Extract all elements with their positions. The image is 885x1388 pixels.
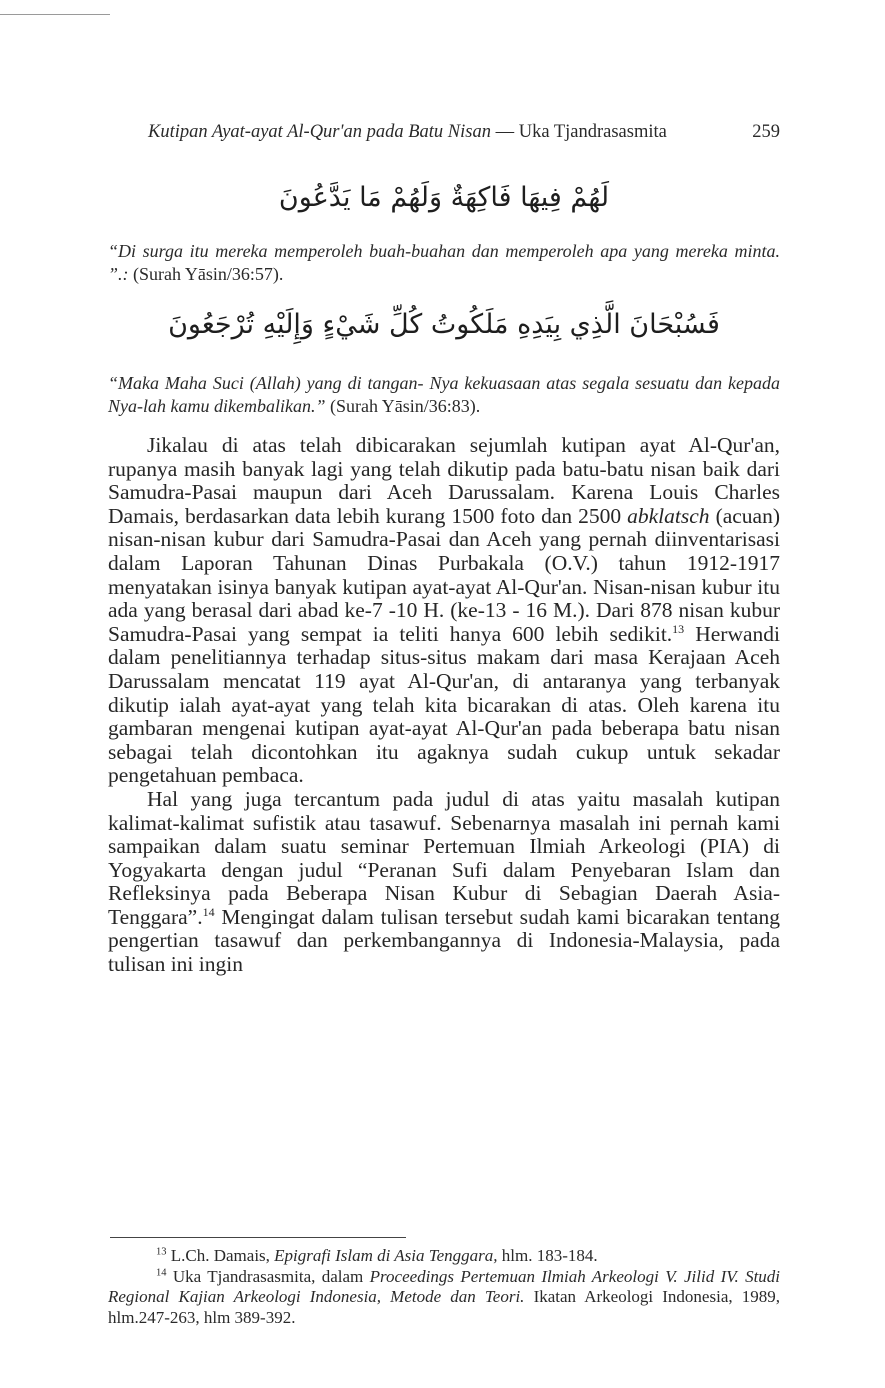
footnote-14-rest: Ikatan Arkeologi Indonesia, 1989, hlm.247-263, hlm 389-392. [108, 1287, 780, 1327]
footnote-13-number: 13 [156, 1246, 167, 1258]
term-abklatsch: abklatsch [627, 503, 710, 528]
paragraph-2-part-a: Hal yang juga tercantum pada judul di atas yaitu masalah kutipan kalimat-kalimat sufistik atau tasawuf. Sebenarnya masalah ini pernah kami sampaikan dalam suatu seminar Pertemuan Ilmiah Arkeologi (PIA) di Yogyakarta dengan judul “Peranan Sufi dalam Penyebaran Islam dan Refleksinya pada Beberapa Nisan Kubur di Sebagian Daerah Asia-Tenggara”. [108, 786, 780, 929]
footnote-ref-13[interactable]: 13 [672, 621, 685, 636]
quran-verse-arabic-2: فَسُبْحَانَ الَّذِي بِيَدِهِ مَلَكُوتُ كُلِّ شَيْءٍ وَإِلَيْهِ تُرْجَعُونَ [168, 309, 720, 340]
verse-translation-1-text: “Di surga itu mereka memperoleh buah-buahan dan memperoleh apa yang mereka minta. ”.: [108, 241, 780, 284]
footnote-14 [108, 1267, 780, 1329]
verse-translation-2 [108, 372, 780, 417]
paragraph-2-part-b: Mengingat dalam tulisan tersebut sudah kami bicarakan tentang pengertian tasawuf dan perkembangannya di Indonesia-Malaysia, pada tulisan ini ingin [108, 904, 780, 977]
paragraph-1-part-a: Jikalau di atas telah dibicarakan sejumlah kutipan ayat Al-Qur'an, rupanya masih banyak lagi yang telah dikutip pada batu-batu nisan baik dari Samudra-Pasai maupun dari Aceh Darussalam. Karena Louis Charles Damais, berdasarkan data lebih kurang 1500 foto dan 2500 [108, 433, 780, 528]
running-head [148, 120, 780, 144]
paragraph-1-part-b: (acuan) nisan-nisan kubur dari Samudra-Pasai dan Aceh yang pernah diinventarisasi dalam Laporan Tahunan Dinas Purbakala (O.V.) tahun 1912-1917 menyatakan isinya banyak kutipan ayat-ayat Al-Qur'an. Nisan-nisan kubur itu ada yang berasal dari abad ke-7 -10 H. (ke-13 - 16 M.). Dari 878 nisan kubur Samudra-Pasai yang sempat ia teliti hanya 600 lebih sedikit. [108, 503, 781, 646]
quran-verse-arabic-1: لَهُمْ فِيهَا فَاكِهَةٌ وَلَهُمْ مَا يَدَّعُونَ [278, 182, 610, 213]
running-head-author: — Uka Tjandrasasmita [495, 122, 667, 142]
footnote-14-title: Proceedings Pertemuan Ilmiah Arkeologi V. Jilid IV. Studi Regional Kajian Arkeologi Indonesia, Metode dan Teori. [108, 1266, 781, 1306]
verse-translation-1 [108, 240, 780, 285]
paragraph-1-part-c: Herwandi dalam penelitiannya terhadap situs-situs makam dari masa Kerajaan Aceh Darussalam mencatat 119 ayat Al-Qur'an, di antaranya yang terbanyak dikutip ialah ayat-ayat yang telah kita bicarakan di atas. Oleh karena itu gambaran mengenai kutipan ayat-ayat Al-Qur'an pada beberapa batu nisan sebagai telah dicontohkan itu agaknya sudah cukup untuk sekadar pengetahuan pembaca. [108, 621, 780, 788]
page-number: 259 [752, 122, 780, 142]
body-text [108, 434, 780, 977]
verse-translation-2-text: “Maka Maha Suci (Allah) yang di tangan- Nya kekuasaan atas segala sesuatu dan kepada Nya-lah kamu dikembalikan.” [108, 373, 780, 416]
footnote-13-author: L.Ch. Damais, [170, 1246, 270, 1265]
footnote-separator [110, 1237, 406, 1238]
verse-source-1: (Surah Yāsin/36:57). [133, 263, 284, 284]
footnotes [108, 1246, 780, 1328]
footnote-14-number: 14 [156, 1266, 167, 1278]
footnote-13-title: Epigrafi Islam di Asia Tenggara, [274, 1246, 498, 1265]
footnote-13-rest: hlm. 183-184. [501, 1246, 598, 1265]
verse-source-2: (Surah Yāsin/36:83). [329, 395, 481, 416]
running-head-article-title: Kutipan Ayat-ayat Al-Qur'an pada Batu Nisan [148, 122, 491, 142]
footnote-ref-14[interactable]: 14 [202, 904, 215, 919]
paragraph-1 [108, 434, 780, 788]
footnote-13 [108, 1246, 780, 1267]
footnote-14-author: Uka Tjandrasasmita, dalam [172, 1266, 364, 1286]
scan-edge-rule [0, 14, 110, 15]
paragraph-2 [108, 788, 780, 977]
